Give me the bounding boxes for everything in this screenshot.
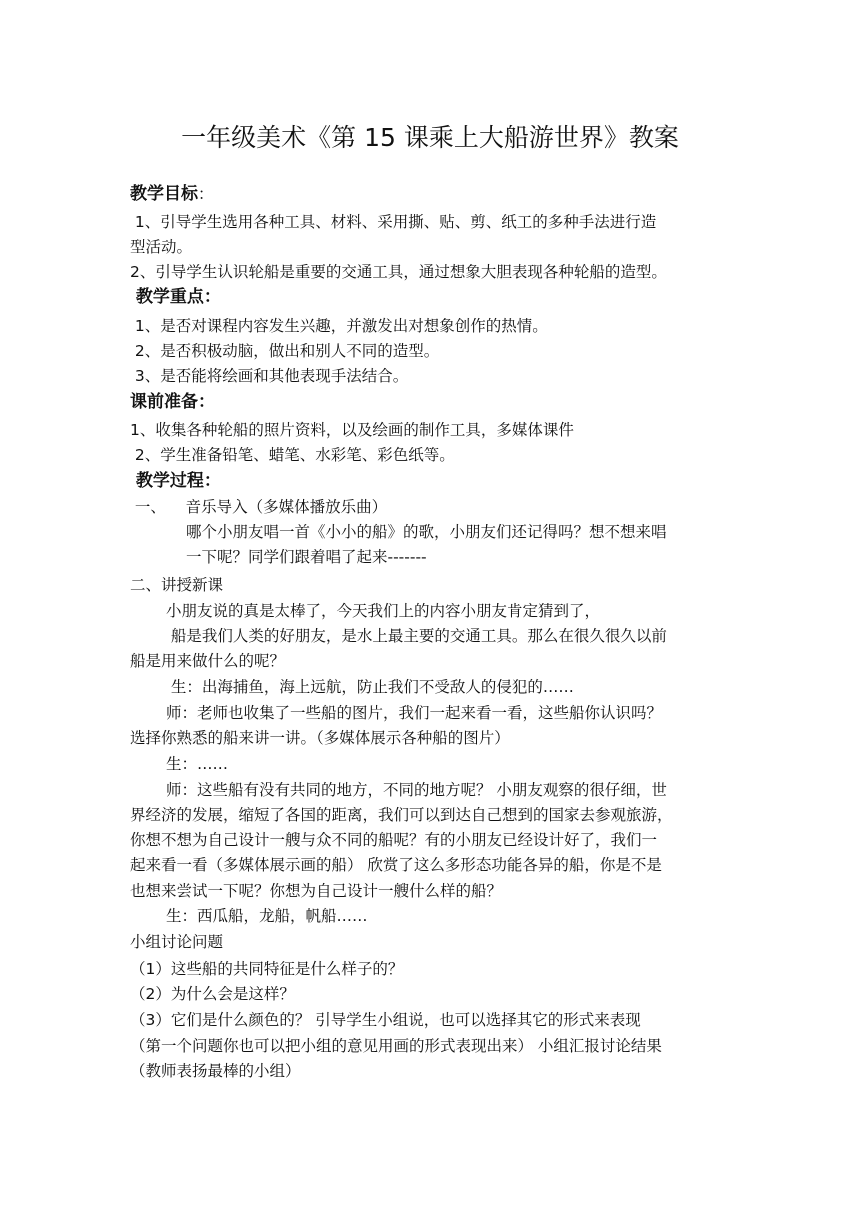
line-text: 1、是否对课程内容发生兴趣，并激发出对想象创作的热情。 [130, 317, 548, 335]
line-text: 界经济的发展，缩短了各国的距离，我们可以到达自己想到的国家去参观旅游， [130, 806, 673, 824]
text-line [130, 829, 657, 852]
line-text: 1、引导学生选用各种工具、材料、采用撕、贴、剪、纸工的多种手法进行造 [130, 213, 657, 231]
text-line [130, 315, 548, 338]
section-heading: 教学重点： [130, 287, 221, 307]
line-text: 船是我们人类的好朋友，是水上最主要的交通工具。那么在很久很久以前 [166, 627, 667, 645]
line-text: 也想来尝试一下呢？你想为自己设计一艘什么样的船？ [130, 882, 503, 900]
line-text: 2、学生准备铅笔、蜡笔、水彩笔、彩色纸等。 [130, 446, 455, 464]
text-line [130, 444, 455, 467]
text-line [130, 340, 439, 363]
line-text: 二、讲授新课 [130, 576, 224, 594]
heading-colon: ： [198, 185, 214, 203]
line-text: （2）为什么会是这样？ [130, 985, 295, 1003]
line-text: 一、 音乐导入（多媒体播放乐曲） [130, 498, 388, 516]
text-line [166, 600, 600, 623]
line-text: 船是用来做什么的呢？ [130, 652, 286, 670]
line-text: 小组讨论问题 [130, 933, 224, 951]
text-line [166, 676, 574, 699]
text-line [130, 261, 667, 284]
line-text: 师：老师也收集了一些船的图片，我们一起来看一看，这些船你认识吗？ [166, 704, 663, 722]
line-text: 型活动。 [130, 238, 193, 256]
line-text: 你想不想为自己设计一艘与众不同的船呢？有的小朋友已经设计好了，我们一 [130, 831, 658, 849]
line-text: （1）这些船的共同特征是什么样子的？ [130, 960, 404, 978]
section-heading: 课前准备： [130, 392, 215, 412]
section-heading: 教学过程： [130, 471, 221, 491]
line-text: （3）它们是什么颜色的？ 引导学生小组说，也可以选择其它的形式来表现 [130, 1011, 641, 1029]
text-line [186, 521, 667, 544]
text-line [130, 419, 574, 442]
text-line [130, 470, 221, 493]
text-line [166, 779, 667, 802]
text-line [130, 854, 662, 877]
document-title: 一年级美术《第 15 课乘上大船游世界》教案 [181, 123, 679, 152]
text-line [130, 880, 502, 903]
text-line [166, 753, 228, 776]
text-line [130, 286, 221, 309]
text-line [130, 804, 673, 827]
text-line [130, 983, 295, 1006]
line-text: 师：这些船有没有共同的地方，不同的地方呢？ 小朋友观察的很仔细，世 [166, 781, 667, 799]
section-heading: 教学目标 [130, 184, 198, 204]
line-text: 生：出海捕鱼，海上远航，防止我们不受敌人的侵犯的…… [166, 678, 574, 696]
line-text: 2、是否积极动脑，做出和别人不同的造型。 [130, 342, 440, 360]
line-text: 小朋友说的真是太棒了，今天我们上的内容小朋友肯定猜到了， [166, 602, 601, 620]
text-line [130, 1035, 662, 1058]
line-text: 生：西瓜船，龙船，帆船…… [166, 907, 368, 925]
line-text: （第一个问题你也可以把小组的意见用画的形式表现出来） 小组汇报讨论结果 [130, 1037, 662, 1055]
line-text: 哪个小朋友唱一首《小小的船》的歌，小朋友们还记得吗？想不想来唱 [186, 523, 667, 541]
line-text: 一下呢？同学们跟着唱了起来------- [186, 548, 427, 566]
line-text: （教师表扬最棒的小组） [130, 1062, 301, 1080]
line-text: 选择你熟悉的船来讲一讲。（多媒体展示各种船的图片） [130, 729, 510, 747]
text-line [130, 496, 387, 519]
line-text: 起来看一看（多媒体展示画的船） 欣赏了这么多形态功能各异的船，你是不是 [130, 856, 662, 874]
text-line [130, 365, 408, 388]
line-text: 2、引导学生认识轮船是重要的交通工具，通过想象大胆表现各种轮船的造型。 [130, 263, 667, 281]
text-line [186, 546, 427, 569]
text-line [166, 625, 667, 648]
text-line [166, 702, 662, 725]
line-text: 1、收集各种轮船的照片资料，以及绘画的制作工具，多媒体课件 [130, 421, 574, 439]
text-line [130, 958, 403, 981]
line-text: 3、是否能将绘画和其他表现手法结合。 [130, 367, 409, 385]
text-line [130, 931, 223, 954]
text-line [130, 391, 215, 414]
text-line [166, 905, 368, 928]
text-line [130, 211, 656, 234]
line-text: 生：…… [166, 755, 229, 773]
text-line [130, 574, 223, 597]
text-line [130, 1060, 301, 1083]
text-line [130, 727, 510, 750]
text-line [130, 1009, 641, 1032]
text-line [130, 650, 285, 673]
text-line [130, 236, 192, 259]
text-line [130, 183, 214, 206]
